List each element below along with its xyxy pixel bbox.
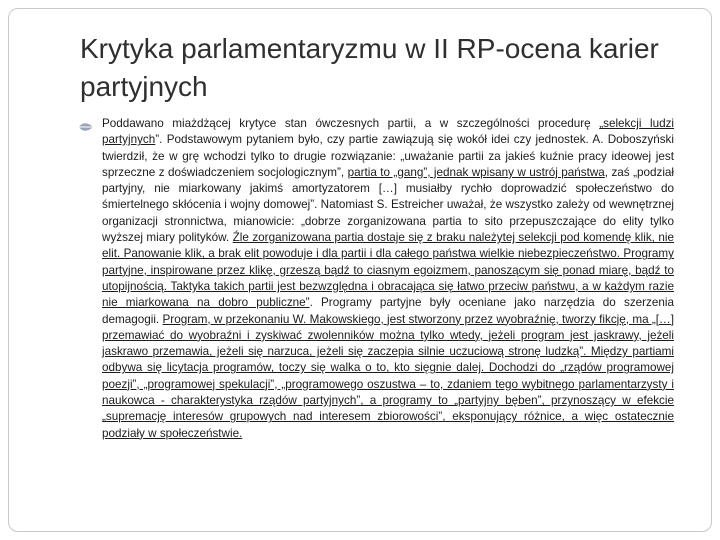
slide-title: Krytyka parlamentaryzmu w II RP-ocena karier partyjnych bbox=[80, 33, 659, 102]
text-segment: Poddawano miażdżącej krytyce stan ówczesnych partii, a w szczególności procedurę bbox=[102, 117, 600, 130]
text-segment: . Programy partyjne były oceniane jako narzędzia do szerzenia demagogii. bbox=[102, 296, 674, 326]
underlined-text-segment: „selekcji ludzi partyjnych bbox=[102, 117, 675, 147]
underlined-text-segment: partia to „gang”, jednak wpisany w ustrój państwa bbox=[347, 165, 605, 179]
leaf-bullet-icon bbox=[78, 119, 94, 129]
underlined-text-segment: Źle zorganizowana partia dostaje się z braku należytej selekcji pod komendę klik, nie elit. Panowanie klik, a brak elit powoduje i dla partii i dla całego państwa wielkie niebezpieczeństwo. Programy partyjne, inspirowane przez klikę, grzeszą bądź to ciasnym egoizmem, panoszącym się ponad miarę, bądź to utopijnością. Taktyka takich partii jest bezwzględna i obracająca się łatwo przeciw państwu, a w każdym razie nie miarkowana na dobro publiczne” bbox=[102, 231, 674, 310]
text-segment: ”. Podstawowym pytaniem było, czy partie zawiązują się wokół idei czy jednostek. A. Doboszyński twierdził, że w grę wchodzi tylko to drugie rozwiązanie: „uważanie partii za jakieś kuźnie pracy ideowej jest sprzeczne z doświadczeniem socjologicznym”, bbox=[102, 133, 674, 179]
text-segment: , zaś „podział partyjny, nie miarkowany jakimś amortyzatorem […] musiałby rychło doprowadzić społeczeństwo do śmiertelnego skłócenia i wojny domowej”. Natomiast S. Estreicher uważał, że wszystko zależy od wewnętrznej organizacji stronnictwa, mianowicie: „dobrze zorganizowana partia to sito przepuszczające do elity tylko wyższej miary polityków. bbox=[102, 165, 675, 245]
body-paragraph bbox=[102, 116, 674, 442]
underlined-text-segment: Program, w przekonaniu W. Makowskiego, jest stworzony przez wyobraźnię, tworzy fikcję, ma „[…] przemawiać do wyobraźni i zyskiwać zwolenników można tylko wtedy, jeżeli program jest jaskrawy, jeżeli jaskrawo przemawia, jeżeli się narzuca, jeżeli się zaczepia silnie uczuciową stronę ludzką”. Między partiami odbywa się licytacja programów, toczy się walka o to, kto sięgnie dalej. Dochodzi do „rządów programowej poezji”, „programowej spekulacji”, „programowego oszustwa – to, zdaniem tego wybitnego parlamentarzysty i naukowca - charakterystyka rządów partyjnych”, a programy to „partyjny bęben”, przynoszący w efekcie „supremację interesów grupowych nad interesem zbiorowości”, eksponujący różnice, a więc ostatecznie podziały w społeczeństwie. bbox=[102, 312, 674, 440]
slide-body bbox=[78, 116, 674, 442]
